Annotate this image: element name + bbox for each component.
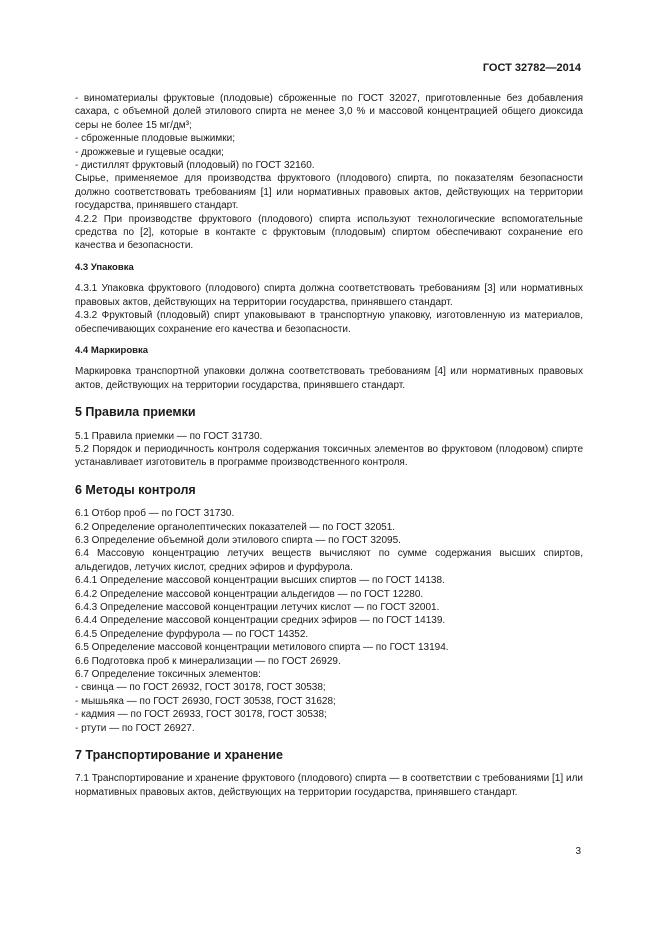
- paragraph: 5.2 Порядок и периодичность контроля содержания токсичных элементов во фруктовом (плодовом) спирте устанавливает изготовитель в программе производственного контроля.: [75, 443, 583, 469]
- paragraph: 6.4.1 Определение массовой концентрации высших спиртов — по ГОСТ 14138.: [75, 575, 445, 587]
- paragraph: 4.2.2 При производстве фруктового (плодового) спирта используют технологические вспомогательные средства по [2], которые в контакте с фруктовым (плодовым) спиртом обеспечивают сохранение его качества и безопасности.: [75, 213, 583, 252]
- page-number: 3: [575, 846, 581, 857]
- section-heading: 7 Транспортирование и хранение: [75, 748, 283, 763]
- paragraph: 6.4 Массовую концентрацию летучих веществ вычисляют по сумме содержания высших спиртов, альдегидов, летучих кислот, средних эфиров и фурфурола.: [75, 548, 583, 573]
- paragraph: 6.4.4 Определение массовой концентрации средних эфиров — по ГОСТ 14139.: [75, 615, 446, 627]
- paragraph: 6.7 Определение токсичных элементов:: [75, 669, 261, 681]
- paragraph: Маркировка транспортной упаковки должна соответствовать требованиям [4] или нормативных правовых актов, действующих на территории государства, принявшего стандарт.: [75, 366, 583, 391]
- paragraph: 6.5 Определение массовой концентрации метилового спирта — по ГОСТ 13194.: [75, 642, 449, 654]
- paragraph: - дистиллят фруктовый (плодовый) по ГОСТ 32160.: [75, 160, 315, 172]
- paragraph: 6.1 Отбор проб — по ГОСТ 31730.: [75, 508, 235, 520]
- paragraph: - сброженные плодовые выжимки;: [75, 133, 235, 145]
- paragraph: 6.6 Подготовка проб к минерализации — по ГОСТ 26929.: [75, 655, 341, 667]
- paragraph: 6.4.2 Определение массовой концентрации альдегидов — по ГОСТ 12280.: [75, 588, 424, 600]
- paragraph: Сырье, применяемое для производства фруктового (плодового) спирта, по показателям безопасности должно соответствовать требованиям [1] или нормативных правовых актов, действующих на территории государства, принявшего стандарт.: [75, 173, 583, 212]
- paragraph: 6.3 Определение объемной доли этилового спирта — по ГОСТ 32095.: [75, 534, 401, 546]
- paragraph: 4.3.2 Фруктовый (плодовый) спирт упаковывают в транспортную упаковку, изготовленную из материалов, обеспечивающих сохранение его качества и безопасности.: [75, 310, 583, 335]
- paragraph: 5.1 Правила приемки — по ГОСТ 31730.: [75, 430, 263, 442]
- paragraph: - виноматериалы фруктовые (плодовые) сброженные по ГОСТ 32027, приготовленные без добавления сахара, с объемной долей этилового спирта не менее 3,0 % и массовой концентрацией общего диоксида серы не более 15 мг/дм³;: [75, 93, 583, 131]
- paragraph: - кадмия — по ГОСТ 26933, ГОСТ 30178, ГОСТ 30538;: [75, 709, 327, 721]
- subsection-heading: 4.3 Упаковка: [75, 261, 134, 273]
- document-header: ГОСТ 32782—2014: [482, 62, 581, 74]
- document-body: [75, 92, 583, 799]
- paragraph: - мышьяка — по ГОСТ 26930, ГОСТ 30538, ГОСТ 31628;: [75, 695, 336, 707]
- subsection-heading: 4.4 Маркировка: [75, 344, 149, 356]
- paragraph: 6.4.5 Определение фурфурола — по ГОСТ 14352.: [75, 628, 309, 640]
- paragraph: 4.3.1 Упаковка фруктового (плодового) спирта должна соответствовать требованиям [3] или нормативных правовых актов, действующих на территории государства, принявшего стандарт.: [75, 283, 583, 308]
- paragraph: 6.2 Определение органолептических показателей — по ГОСТ 32051.: [75, 521, 396, 533]
- paragraph: - ртути — по ГОСТ 26927.: [75, 722, 195, 734]
- paragraph: 6.4.3 Определение массовой концентрации летучих кислот — по ГОСТ 32001.: [75, 602, 440, 613]
- section-heading: 6 Методы контроля: [75, 482, 196, 497]
- paragraph: 7.1 Транспортирование и хранение фруктового (плодового) спирта — в соответствии с требованиями [1] или нормативных правовых актов, действующих на территории государства, принявшего стандарт.: [75, 773, 583, 798]
- paragraph: - свинца — по ГОСТ 26932, ГОСТ 30178, ГОСТ 30538;: [75, 682, 326, 694]
- section-heading: 5 Правила приемки: [75, 405, 196, 420]
- paragraph: - дрожжевые и гущевые осадки;: [75, 146, 224, 158]
